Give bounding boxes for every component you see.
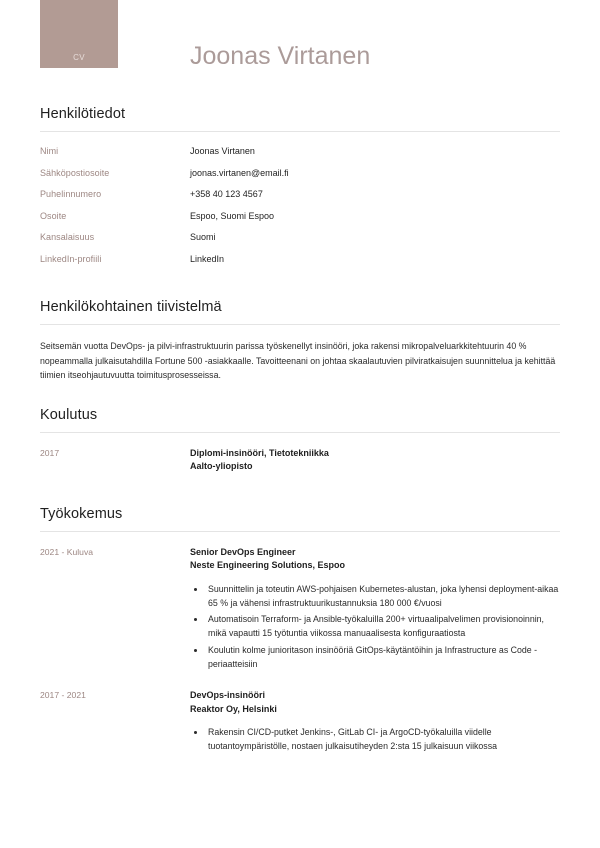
section-experience (40, 506, 560, 756)
section-title-summary: Henkilökohtainen tiivistelmä (40, 299, 222, 315)
detail-row (40, 211, 560, 221)
detail-label-address: Osoite (40, 210, 67, 221)
experience-entry-organization: Neste Engineering Solutions, Espoo (190, 560, 346, 570)
detail-label-nationality: Kansalaisuus (40, 232, 95, 242)
detail-row (40, 189, 560, 199)
experience-entry-body (190, 546, 560, 674)
section-divider (40, 531, 560, 532)
experience-entry-title: DevOps-insinööri (190, 690, 266, 700)
experience-entry (40, 689, 560, 756)
list-item: • Automatisoin Terraform- ja Ansible-työkaluilla 200+ virtuaalipalvelimen provisionoinnin, mikä vapautti 15 työtuntia viikossa manuaalisesta konfiguraatiosta (206, 612, 560, 641)
experience-entry-bullets (190, 725, 560, 754)
cv-badge-label: CV (73, 53, 85, 62)
experience-entry-bullets (190, 582, 560, 672)
detail-label-phone: Puhelinnumero (40, 189, 102, 199)
experience-entry-organization: Reaktor Oy, Helsinki (190, 703, 277, 714)
cv-badge (40, 0, 118, 68)
experience-entry-date: 2021 - Kuluva (40, 546, 94, 557)
detail-row (40, 232, 560, 242)
cv-header (40, 0, 560, 100)
experience-entry-title: Senior DevOps Engineer (190, 546, 296, 557)
section-education (40, 407, 560, 474)
detail-label-nimi: Nimi (40, 146, 59, 156)
section-title-education: Koulutus (40, 406, 98, 423)
detail-value-nimi: Joonas Virtanen (190, 146, 255, 156)
education-entry (40, 447, 560, 474)
detail-label-linkedin: LinkedIn-profiili (40, 253, 102, 264)
list-item: • Suunnittelin ja toteutin AWS-pohjaisen Kubernetes-alustan, joka lyhensi deployment-aikaa 65 % ja vähensi infrastruktuurikustannuksia 180 000 €/vuosi (206, 582, 560, 611)
list-item: • Koulutin kolme junioritason insinööriä GitOps-käytäntöihin ja Infrastructure as Code -periaatteisiin (206, 643, 560, 672)
section-divider (40, 432, 560, 433)
experience-entry-body (190, 689, 560, 756)
education-entry-degree: Diplomi-insinööri, Tietotekniikka (190, 447, 329, 458)
candidate-name: Joonas Virtanen (190, 42, 371, 70)
detail-row (40, 254, 560, 264)
section-personal-details (40, 106, 560, 264)
detail-value-address: Espoo, Suomi Espoo (190, 210, 275, 221)
section-title-personal-details: Henkilötiedot (40, 106, 126, 122)
section-title-experience: Työkokemus (40, 505, 123, 522)
detail-row (40, 146, 560, 156)
section-divider (40, 324, 560, 325)
section-summary (40, 299, 560, 383)
list-item: • Rakensin CI/CD-putket Jenkins-, GitLab CI- ja ArgoCD-työkaluilla viidelle tuotantoympäristölle, nostaen julkaisutiheyden 2:sta 15 julkaisuun viikossa (206, 725, 560, 754)
education-entry-body (190, 447, 560, 474)
summary-text: Seitsemän vuotta DevOps- ja pilvi-infrastruktuurin parissa työskenellyt insinööri, joka rakensi mikropalveluarkkitehtuurin 40 % nopeammalla julkaisutahdilla Fortune 500 -asiakkaalle. Tavoitteenani on johtaa skaalautuvien pilviratkaisujen suunnittelua ja kehittää tiimien itseohjautuvuutta toimitusprosesseissa. (40, 341, 556, 380)
detail-row (40, 168, 560, 178)
section-divider (40, 131, 560, 132)
detail-value-phone: +358 40 123 4567 (190, 189, 263, 199)
experience-entry (40, 546, 560, 674)
detail-value-nationality: Suomi (190, 232, 216, 242)
detail-value-email: joonas.virtanen@email.fi (190, 167, 289, 178)
detail-value-linkedin: LinkedIn (190, 253, 225, 264)
education-entry-institution: Aalto-yliopisto (190, 461, 253, 471)
education-entry-date: 2017 (40, 447, 60, 458)
experience-entry-date: 2017 - 2021 (40, 690, 86, 700)
detail-label-email: Sähköpostiosoite (40, 167, 110, 178)
